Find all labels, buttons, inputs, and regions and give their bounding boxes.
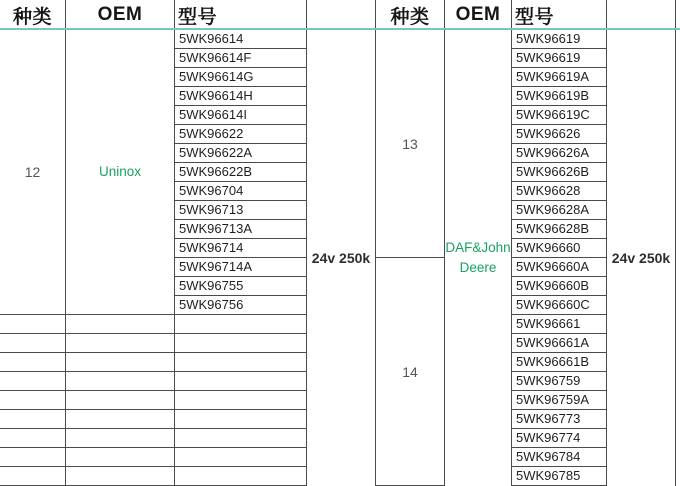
model-cell[interactable]: 5WK96619C [512, 106, 606, 125]
empty-cell[interactable] [66, 410, 174, 429]
empty-cell[interactable] [0, 353, 65, 372]
category-cell[interactable]: 13 [376, 30, 444, 258]
model-cell[interactable]: 5WK96626A [512, 144, 606, 163]
model-cell[interactable]: 5WK96619A [512, 68, 606, 87]
empty-cell[interactable] [0, 334, 65, 353]
model-cell[interactable]: 5WK96756 [175, 296, 306, 315]
category-cells [0, 30, 65, 486]
model-header[interactable]: 型号 [515, 6, 555, 28]
model-column [175, 0, 307, 486]
empty-cell[interactable] [0, 467, 65, 486]
model-cell[interactable]: 5WK96622 [175, 125, 306, 144]
right-table [376, 0, 680, 486]
model-cell[interactable]: 5WK96660B [512, 277, 606, 296]
empty-cell[interactable] [66, 334, 174, 353]
category-header[interactable]: 种类 [390, 6, 430, 28]
empty-cell[interactable] [66, 429, 174, 448]
empty-cell[interactable] [66, 372, 174, 391]
empty-cell[interactable] [175, 334, 306, 353]
model-cell[interactable]: 5WK96759A [512, 391, 606, 410]
oem-header[interactable]: OEM [455, 4, 501, 25]
model-cell[interactable]: 5WK96713 [175, 201, 306, 220]
oem-cell[interactable]: DAF&John Deere [445, 240, 511, 275]
voltage-header[interactable] [607, 0, 675, 30]
empty-cell[interactable] [175, 391, 306, 410]
empty-cell[interactable] [0, 429, 65, 448]
model-cell[interactable]: 5WK96661B [512, 353, 606, 372]
empty-cell[interactable] [66, 467, 174, 486]
model-cell[interactable]: 5WK96714A [175, 258, 306, 277]
category-cell[interactable]: 14 [376, 258, 444, 486]
empty-cell[interactable] [66, 448, 174, 467]
model-cell[interactable]: 5WK96713A [175, 220, 306, 239]
model-cell[interactable]: 5WK96614I [175, 106, 306, 125]
model-column [512, 0, 607, 486]
empty-cell[interactable] [175, 315, 306, 334]
empty-cell[interactable] [0, 391, 65, 410]
empty-cell[interactable] [175, 372, 306, 391]
model-cell[interactable]: 5WK96626 [512, 125, 606, 144]
oem-cell[interactable]: Uninox [66, 30, 174, 315]
voltage-header[interactable] [307, 0, 375, 30]
empty-cell[interactable] [66, 353, 174, 372]
model-cell[interactable]: 5WK96614G [175, 68, 306, 87]
oem-header[interactable]: OEM [97, 4, 143, 25]
model-cells [512, 30, 606, 486]
model-cell[interactable]: 5WK96714 [175, 239, 306, 258]
model-cell[interactable]: 5WK96628 [512, 182, 606, 201]
model-cell[interactable]: 5WK96660 [512, 239, 606, 258]
category-column [0, 0, 66, 486]
model-cell[interactable]: 5WK96660A [512, 258, 606, 277]
model-cell[interactable]: 5WK96774 [512, 429, 606, 448]
model-cell[interactable]: 5WK96704 [175, 182, 306, 201]
empty-cell[interactable] [66, 315, 174, 334]
model-cell[interactable]: 5WK96619 [512, 30, 606, 49]
empty-cell[interactable] [0, 448, 65, 467]
model-cell[interactable]: 5WK96614F [175, 49, 306, 68]
empty-cell[interactable] [175, 467, 306, 486]
model-cell[interactable]: 5WK96773 [512, 410, 606, 429]
voltage-cell[interactable]: 24v 250k [611, 250, 671, 266]
model-cell[interactable]: 5WK96759 [512, 372, 606, 391]
voltage-column [607, 0, 676, 486]
oem-cells [66, 30, 174, 486]
model-cell[interactable]: 5WK96619B [512, 87, 606, 106]
model-cell[interactable]: 5WK96628B [512, 220, 606, 239]
model-cell[interactable]: 5WK96628A [512, 201, 606, 220]
empty-cell[interactable] [0, 372, 65, 391]
empty-cell[interactable] [175, 448, 306, 467]
voltage-column [307, 0, 376, 486]
model-cell[interactable]: 5WK96614H [175, 87, 306, 106]
model-cell[interactable]: 5WK96614 [175, 30, 306, 49]
model-cell[interactable]: 5WK96785 [512, 467, 606, 486]
category-cell[interactable]: 12 [0, 30, 65, 315]
header-underline [0, 28, 680, 30]
category-column [376, 0, 445, 486]
model-cell[interactable]: 5WK96661 [512, 315, 606, 334]
model-cell[interactable]: 5WK96619 [512, 49, 606, 68]
oem-column [445, 0, 512, 486]
empty-cell[interactable] [0, 315, 65, 334]
model-cell[interactable]: 5WK96622B [175, 163, 306, 182]
model-cell[interactable]: 5WK96660C [512, 296, 606, 315]
model-cell[interactable]: 5WK96755 [175, 277, 306, 296]
model-cells [175, 30, 306, 486]
model-cell[interactable]: 5WK96622A [175, 144, 306, 163]
empty-cell[interactable] [175, 429, 306, 448]
model-header[interactable]: 型号 [178, 6, 218, 28]
model-cell[interactable]: 5WK96784 [512, 448, 606, 467]
empty-cell[interactable] [175, 410, 306, 429]
empty-cell[interactable] [175, 353, 306, 372]
empty-cell[interactable] [66, 391, 174, 410]
oem-cells [445, 30, 511, 486]
empty-cell[interactable] [0, 410, 65, 429]
model-cell[interactable]: 5WK96626B [512, 163, 606, 182]
category-header[interactable]: 种类 [12, 6, 52, 28]
voltage-cell[interactable]: 24v 250k [311, 250, 371, 266]
oem-column [66, 0, 175, 486]
category-cells [376, 30, 444, 486]
model-cell[interactable]: 5WK96661A [512, 334, 606, 353]
